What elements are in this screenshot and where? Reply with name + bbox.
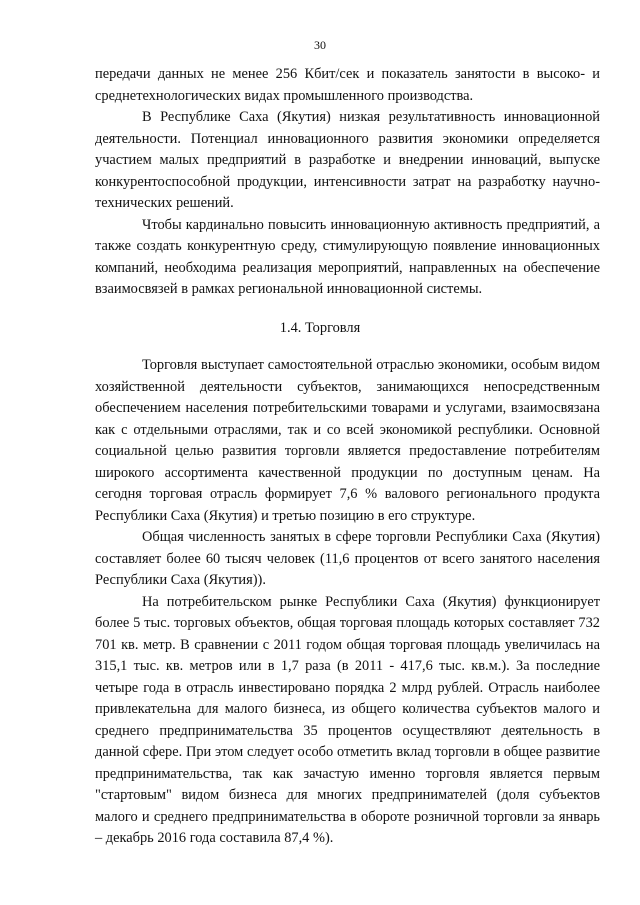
page-number: 30 [314,38,326,52]
innovation-activity-paragraph: Чтобы кардинально повысить инновационную активность предприятий, а также создать конкурентную среду, стимулирующую появление инновационных компаний, необходима реализация мероприятий, направленных на обеспечение взаимосвязей в рамках региональной инновационной системы. [95,216,600,297]
trade-employment-paragraph: Общая численность занятых в сфере торговли Республики Саха (Якутия) составляет более 60 тысяч человек (11,6 процентов от всего занятого населения Республики Саха (Якутия)). [95,529,600,588]
trade-section-text [95,355,600,850]
section-heading: 1.4. Торговля [279,320,361,336]
continued-paragraph: передачи данных не менее 256 Кбит/сек и показатель занятости в высоко- и среднетехнологических видах промышленного производства. [95,66,600,104]
innovation-paragraph: В Республике Саха (Якутия) низкая результативность инновационной деятельности. Потенциал инновационного развития экономики определяется участием малых предприятий в разработке и внедрении инноваций, выпуске конкурентоспособной продукции, интенсивности затрат на разработку научно-технических решений. [95,109,600,211]
trade-overview-paragraph: Торговля выступает самостоятельной отраслью экономики, особым видом хозяйственной деятельности субъектов, занимающихся непосредственным обеспечением населения потребительскими товарами и услугами, взаимосвязана как с отдельными отраслями, так и со всей экономикой республики. Основной социальной целью развития торговли является предоставление потребителям широкого ассортимента качественной продукции по доступным ценам. На сегодня торговая отрасль формирует 7,6 % валового регионального продукта Республики Саха (Якутия) и третью позицию в его структуре. [95,357,600,524]
consumer-market-paragraph: На потребительском рынке Республики Саха (Якутия) функционирует более 5 тыс. торговых объектов, общая торговая площадь которых составляет 732 701 кв. метр. В сравнении с 2011 годом общая торговая площадь увеличилась на 315,1 тыс. кв. метров или в 1,7 раза (в 2011 - 417,6 тыс. кв.м.). За последние четыре года в отрасль инвестировано порядка 2 млрд рублей. Отрасль наиболее привлекательна для малого бизнеса, из общего количества субъектов малого и среднего предпринимательства 35 процентов осуществляют деятельность в данной сфере. При этом следует особо отметить вклад торговли в общее развитие предпринимательства, так как зачастую именно торговля является первым "стартовым" видом бизнеса для многих предпринимателей (доля субъектов малого и среднего предпринимательства в обороте розничной торговли за январь – декабрь 2016 года составила 87,4 %). [95,593,600,846]
intro-text-block [95,64,600,301]
